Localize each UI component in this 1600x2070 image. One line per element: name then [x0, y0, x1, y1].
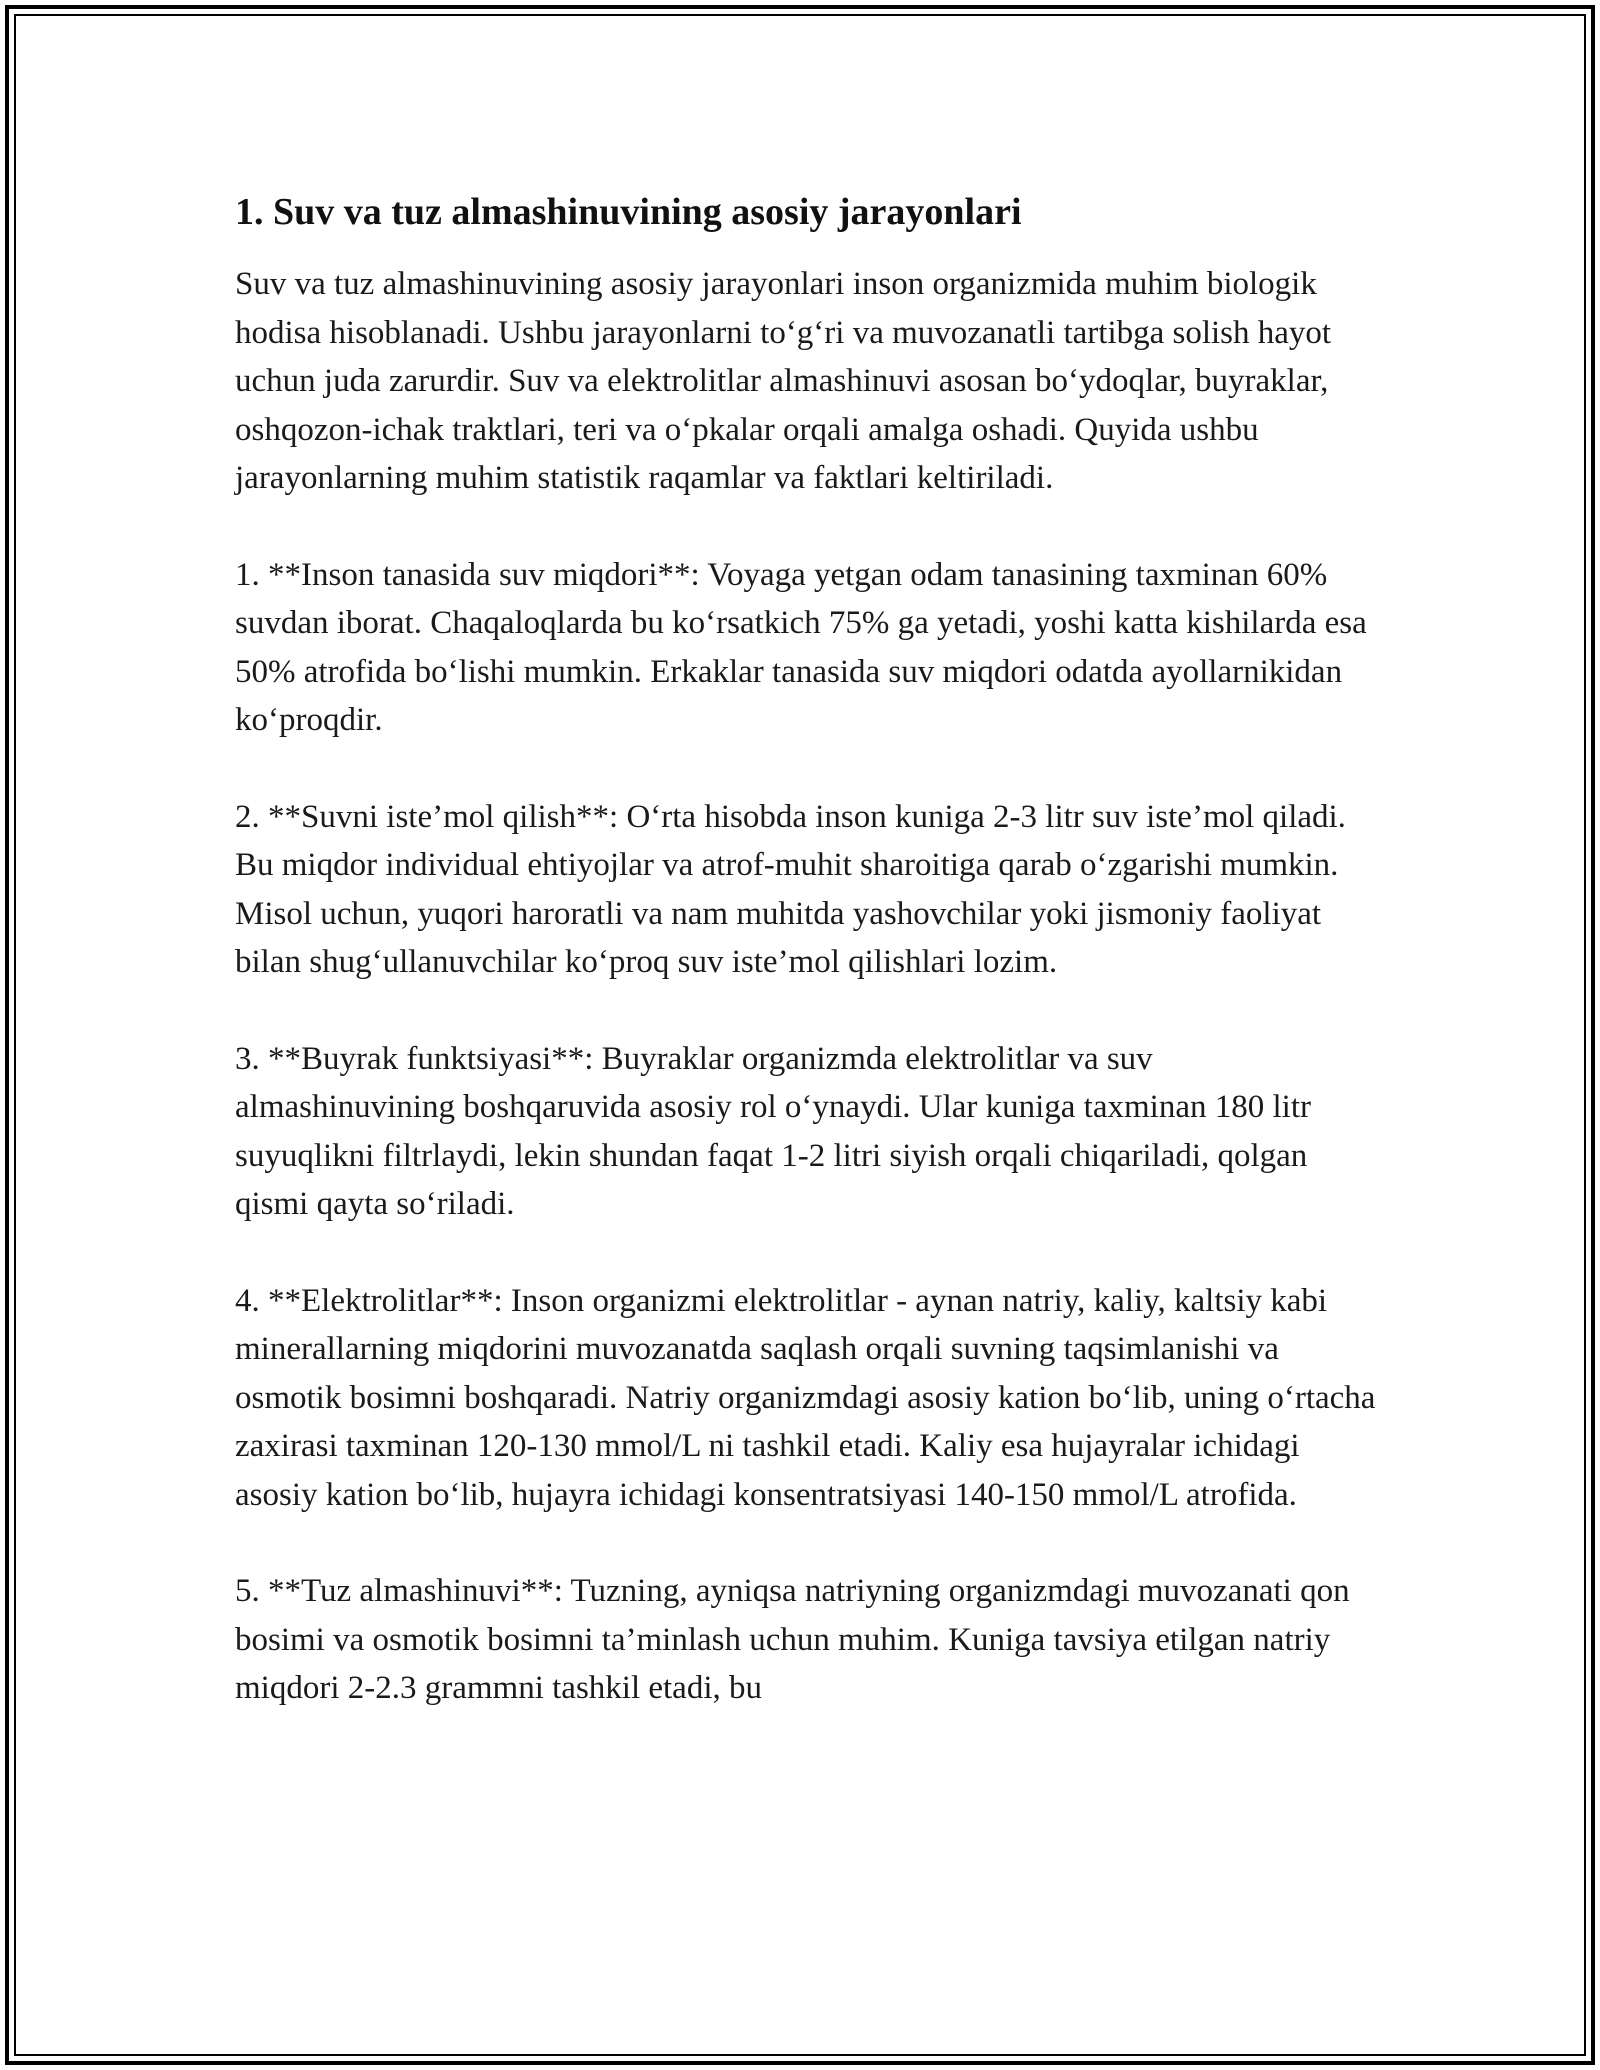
document-body: [235, 186, 1380, 1761]
paragraph-electrolytes: 4. **Elektrolitlar**: Inson organizmi elektrolitlar - aynan natriy, kaliy, kaltsiy kabi minerallarning miqdorini muvozanatda saqlash orqali suvning taqsimlanishi va osmotik bosimni boshqaradi. Natriy organizmdagi asosiy kation bo‘lib, uning o‘rtacha zaxirasi taxminan 120-130 mmol/L ni tashkil etadi. Kaliy esa hujayralar ichidagi asosiy kation bo‘lib, hujayra ichidagi konsentratsiyasi 140-150 mmol/L atrofida.: [235, 1282, 1376, 1513]
intro-paragraph: Suv va tuz almashinuvining asosiy jarayonlari inson organizmida muhim biologik hodisa hisoblanadi. Ushbu jarayonlarni to‘g‘ri va muvozanatli tartibga solish hayot uchun juda zarurdir. Suv va elektrolitlar almashinuvi asosan bo‘ydoqlar, buyraklar, oshqozon-ichak traktlari, teri va o‘pkalar orqali amalga oshadi. Quyida ushbu jarayonlarning muhim statistik raqamlar va faktlari keltiriladi.: [235, 266, 1332, 496]
paragraph-kidney-function: 3. **Buyrak funktsiyasi**: Buyraklar organizmda elektrolitlar va suv almashinuvining boshqaruvida asosiy rol o‘ynaydi. Ular kuniga taxminan 180 litr suyuqlikni filtrlaydi, lekin shundan faqat 1-2 litri siyish orqali chiqariladi, qolgan qismi qayta so‘riladi.: [235, 1040, 1311, 1222]
section-title: 1. Suv va tuz almashinuvining asosiy jarayonlari: [235, 191, 1022, 233]
paragraph-salt-exchange: 5. **Tuz almashinuvi**: Tuzning, ayniqsa natriyning organizmdagi muvozanati qon bosimi va osmotik bosimni ta’minlash uchun muhim. Kuniga tavsiya etilgan natriy miqdori 2-2.3 grammni tashkil etadi, bu: [235, 1573, 1350, 1706]
paragraph-body-water: 1. **Inson tanasida suv miqdori**: Voyaga yetgan odam tanasining taxminan 60% suvdan iborat. Chaqaloqlarda bu ko‘rsatkich 75% ga yetadi, yoshi katta kishilarda esa 50% atrofida bo‘lishi mumkin. Erkaklar tanasida suv miqdori odatda ayollarnikidan ko‘proqdir.: [235, 556, 1367, 738]
paragraph-water-intake: 2. **Suvni iste’mol qilish**: O‘rta hisobda inson kuniga 2-3 litr suv iste’mol qiladi. Bu miqdor individual ehtiyojlar va atrof-muhit sharoitiga qarab o‘zgarishi mumkin. Misol uchun, yuqori haroratli va nam muhitda yashovchilar yoki jismoniy faoliyat bilan shug‘ullanuvchilar ko‘proq suv iste’mol qilishlari lozim.: [235, 798, 1346, 980]
